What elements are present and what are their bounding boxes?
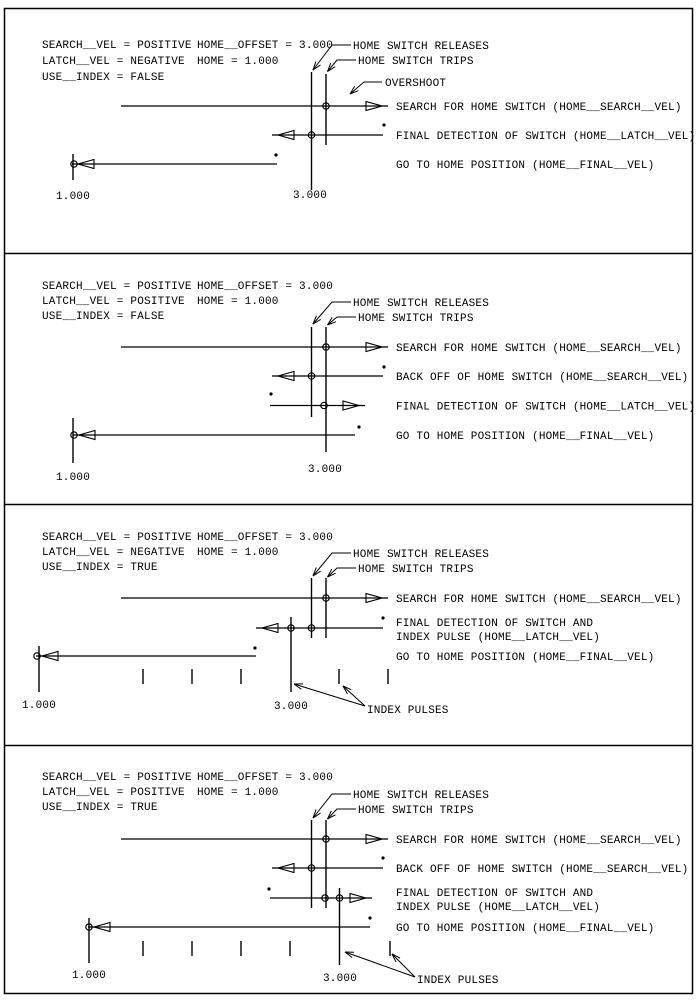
motion-label: GO TO HOME POSITION (HOME__FINAL__VEL) [396,431,655,443]
param-latch-vel: LATCH__VEL = POSITIVE [42,787,185,799]
start-position-dot [382,365,385,368]
motion-label: GO TO HOME POSITION (HOME__FINAL__VEL) [396,652,655,664]
motion-label: FINAL DETECTION OF SWITCH (HOME__LATCH__VEL) [396,131,696,143]
motion-label: SEARCH FOR HOME SWITCH (HOME__SEARCH__VEL) [396,594,682,606]
panel-3 [22,532,682,717]
param-search-vel: SEARCH__VEL = POSITIVE [42,281,192,293]
motion-label: SEARCH FOR HOME SWITCH (HOME__SEARCH__VEL) [396,343,682,355]
motion-label: FINAL DETECTION OF SWITCH AND [396,888,594,900]
overshoot-label: OVERSHOOT [385,78,447,90]
index-pulses-label: INDEX PULSES [417,975,499,987]
home-switch-trips-label: HOME SWITCH TRIPS [358,313,474,325]
start-position-dot [357,425,360,428]
leader-line [328,60,357,72]
index-pulses-label: INDEX PULSES [367,705,449,717]
param-home-offset: HOME__OFFSET = 3.000 [197,532,334,544]
leader-line [392,954,415,977]
offset-position-label: 3.000 [322,973,358,985]
motion-label: INDEX PULSE (HOME__LATCH__VEL) [396,632,601,644]
param-home: HOME = 1.000 [197,547,279,559]
param-home-offset: HOME__OFFSET = 3.000 [197,772,334,784]
param-latch-vel: LATCH__VEL = NEGATIVE [42,56,185,68]
home-switch-trips-label: HOME SWITCH TRIPS [358,805,474,817]
param-home-offset: HOME__OFFSET = 3.000 [197,281,334,293]
home-switch-releases-label: HOME SWITCH RELEASES [353,549,490,561]
leader-line [328,809,357,819]
param-home: HOME = 1.000 [197,787,279,799]
motion-label: BACK OFF OF HOME SWITCH (HOME__SEARCH__VEL) [396,372,689,384]
param-use-index: USE__INDEX = FALSE [42,311,165,323]
start-position-dot [382,123,385,126]
home-position-label: 1.000 [55,191,91,203]
home-switch-trips-label: HOME SWITCH TRIPS [358,564,474,576]
param-home-offset: HOME__OFFSET = 3.000 [197,40,334,52]
param-latch-vel: LATCH__VEL = NEGATIVE [42,547,185,559]
home-switch-releases-label: HOME SWITCH RELEASES [353,41,490,53]
panel-4 [42,772,688,987]
motion-label: SEARCH FOR HOME SWITCH (HOME__SEARCH__VEL) [396,102,682,114]
param-search-vel: SEARCH__VEL = POSITIVE [42,40,192,52]
motion-label: GO TO HOME POSITION (HOME__FINAL__VEL) [396,923,655,935]
panel-2 [42,281,695,484]
start-position-dot [368,916,371,919]
home-switch-releases-label: HOME SWITCH RELEASES [353,790,490,802]
offset-position-label: 3.000 [292,190,328,202]
start-position-dot [269,392,272,395]
offset-position-label: 3.000 [307,464,343,476]
start-position-dot [274,153,277,156]
start-position-dot [381,856,384,859]
param-search-vel: SEARCH__VEL = POSITIVE [42,772,192,784]
param-use-index: USE__INDEX = TRUE [42,802,158,814]
motion-label: SEARCH FOR HOME SWITCH (HOME__SEARCH__VEL) [396,835,682,847]
motion-label: INDEX PULSE (HOME__LATCH__VEL) [396,902,601,914]
home-position-label: 1.000 [21,700,57,712]
offset-position-label: 3.000 [273,701,309,713]
param-use-index: USE__INDEX = FALSE [42,72,165,84]
panel-1 [42,40,695,203]
motion-label: FINAL DETECTION OF SWITCH AND [396,618,594,630]
param-home: HOME = 1.000 [197,56,279,68]
start-position-dot [381,616,384,619]
home-position-label: 1.000 [71,970,107,982]
motion-label: FINAL DETECTION OF SWITCH (HOME__LATCH__VEL) [396,401,696,414]
motion-label: GO TO HOME POSITION (HOME__FINAL__VEL) [396,160,655,172]
param-home: HOME = 1.000 [197,296,279,308]
motion-label: BACK OFF OF HOME SWITCH (HOME__SEARCH__VEL) [396,864,689,876]
home-switch-releases-label: HOME SWITCH RELEASES [353,298,490,310]
param-latch-vel: LATCH__VEL = POSITIVE [42,296,185,308]
home-switch-trips-label: HOME SWITCH TRIPS [358,56,474,68]
start-position-dot [267,887,270,890]
home-position-label: 1.000 [55,472,91,484]
param-search-vel: SEARCH__VEL = POSITIVE [42,532,192,544]
start-position-dot [253,646,256,649]
param-use-index: USE__INDEX = TRUE [42,562,158,574]
